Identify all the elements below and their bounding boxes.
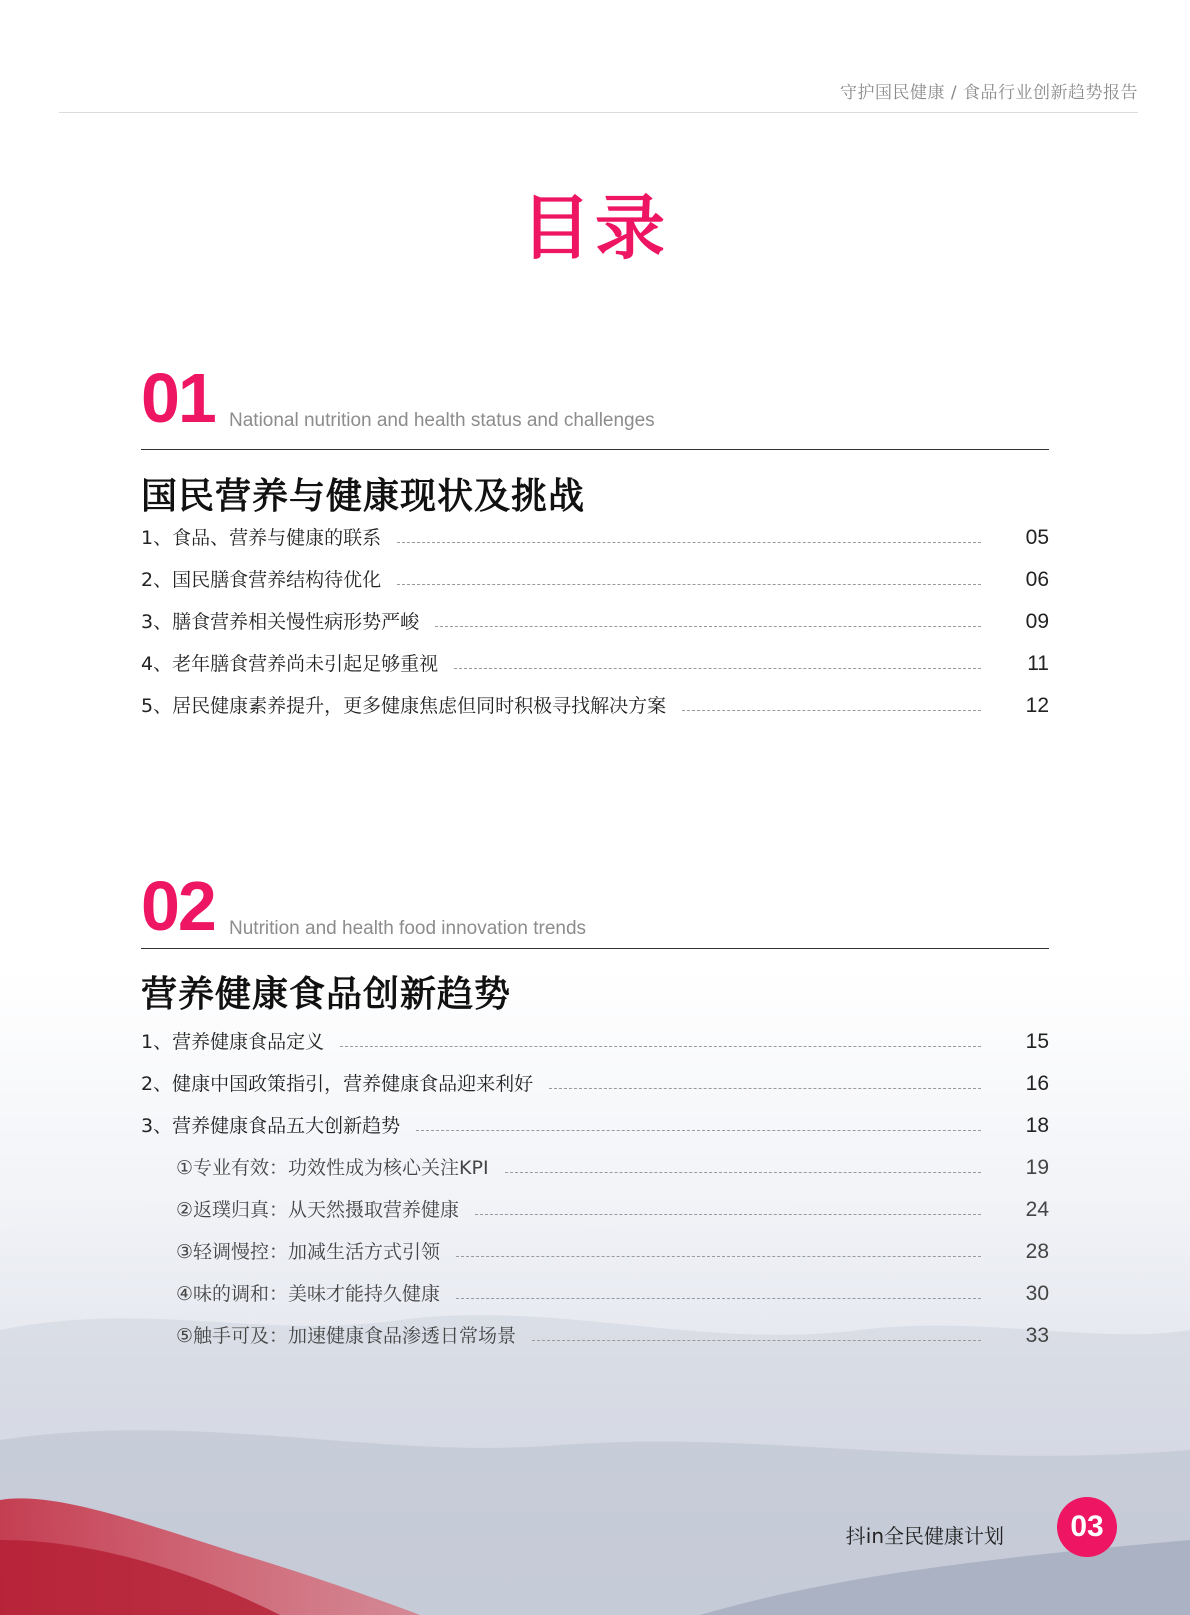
section-divider	[141, 948, 1049, 949]
toc-item-page: 18	[1025, 1114, 1049, 1137]
toc-item-page: 28	[1025, 1240, 1049, 1263]
toc-item-page: 09	[1025, 610, 1049, 633]
toc-item-label: ④味的调和：美味才能持久健康	[176, 1283, 441, 1305]
toc-item[interactable]	[141, 1012, 1049, 1054]
toc-item-page: 30	[1025, 1282, 1049, 1305]
toc-item[interactable]	[141, 508, 1049, 550]
toc-item-label: ①专业有效：功效性成为核心关注KPI	[176, 1157, 489, 1179]
toc-item-page: 33	[1025, 1324, 1049, 1347]
toc-item-label: 3、营养健康食品五大创新趋势	[141, 1115, 401, 1137]
section-02	[141, 866, 1049, 1347]
section-number: 02	[141, 867, 215, 945]
dot-leader	[456, 1297, 981, 1299]
toc-item-page: 19	[1025, 1156, 1049, 1179]
dot-leader	[340, 1045, 981, 1047]
toc-item[interactable]	[141, 1054, 1049, 1096]
toc-item-label: 2、健康中国政策指引，营养健康食品迎来利好	[141, 1073, 534, 1095]
toc-item[interactable]	[141, 676, 1049, 718]
toc-subitem[interactable]	[141, 1222, 1049, 1264]
header-divider	[59, 112, 1138, 113]
toc-item-label: ③轻调慢控：加减生活方式引领	[176, 1241, 441, 1263]
toc-subitem[interactable]	[141, 1306, 1049, 1348]
toc-item-page: 12	[1025, 694, 1049, 717]
dot-leader	[435, 625, 981, 627]
toc-subitem[interactable]	[141, 1180, 1049, 1222]
dot-leader	[532, 1339, 981, 1341]
toc-subitem[interactable]	[141, 1138, 1049, 1180]
toc-item-label: 2、国民膳食营养结构待优化	[141, 569, 382, 591]
section-header	[141, 866, 1049, 946]
toc-item-label: ⑤触手可及：加速健康食品渗透日常场景	[176, 1325, 517, 1347]
toc-item-page: 05	[1025, 526, 1049, 549]
toc-item-label: 3、膳食营养相关慢性病形势严峻	[141, 611, 420, 633]
toc-title: 目录	[521, 187, 669, 269]
toc-item[interactable]	[141, 550, 1049, 592]
toc-item-label: 5、居民健康素养提升，更多健康焦虑但同时积极寻找解决方案	[141, 695, 667, 717]
toc-item-label: ②返璞归真：从天然摄取营养健康	[176, 1199, 460, 1221]
section-title: 营养健康食品创新趋势	[141, 974, 512, 1015]
toc-item-page: 06	[1025, 568, 1049, 591]
toc-item-label: 4、老年膳食营养尚未引起足够重视	[141, 653, 439, 675]
toc-item-page: 24	[1025, 1198, 1049, 1221]
dot-leader	[549, 1087, 981, 1089]
dot-leader	[456, 1255, 981, 1257]
toc-item-page: 11	[1027, 652, 1049, 675]
section-subtitle-en: National nutrition and health status and challenges	[229, 410, 655, 431]
toc-item[interactable]	[141, 1096, 1049, 1138]
dot-leader	[475, 1213, 981, 1215]
report-header-title: 守护国民健康 / 食品行业创新趋势报告	[839, 83, 1138, 103]
toc-list	[141, 1012, 1049, 1348]
dot-leader	[397, 583, 981, 585]
dot-leader	[682, 709, 981, 711]
toc-item[interactable]	[141, 592, 1049, 634]
footer-brand: 抖in全民健康计划	[845, 1524, 1004, 1548]
section-01	[141, 358, 1049, 717]
toc-list	[141, 508, 1049, 718]
dot-leader	[397, 541, 981, 543]
toc-subitem[interactable]	[141, 1264, 1049, 1306]
section-header	[141, 358, 1049, 438]
section-divider	[141, 449, 1049, 450]
section-title: 国民营养与健康现状及挑战	[141, 476, 586, 517]
toc-item-label: 1、食品、营养与健康的联系	[141, 527, 382, 549]
toc-item[interactable]	[141, 634, 1049, 676]
dot-leader	[454, 667, 981, 669]
section-subtitle-en: Nutrition and health food innovation trends	[229, 918, 587, 939]
dot-leader	[416, 1129, 981, 1131]
dot-leader	[505, 1171, 981, 1173]
section-number: 01	[141, 359, 215, 437]
page-number-badge: 03	[1057, 1497, 1117, 1557]
toc-item-label: 1、营养健康食品定义	[141, 1031, 325, 1053]
toc-item-page: 15	[1025, 1030, 1049, 1053]
toc-item-page: 16	[1025, 1072, 1049, 1095]
